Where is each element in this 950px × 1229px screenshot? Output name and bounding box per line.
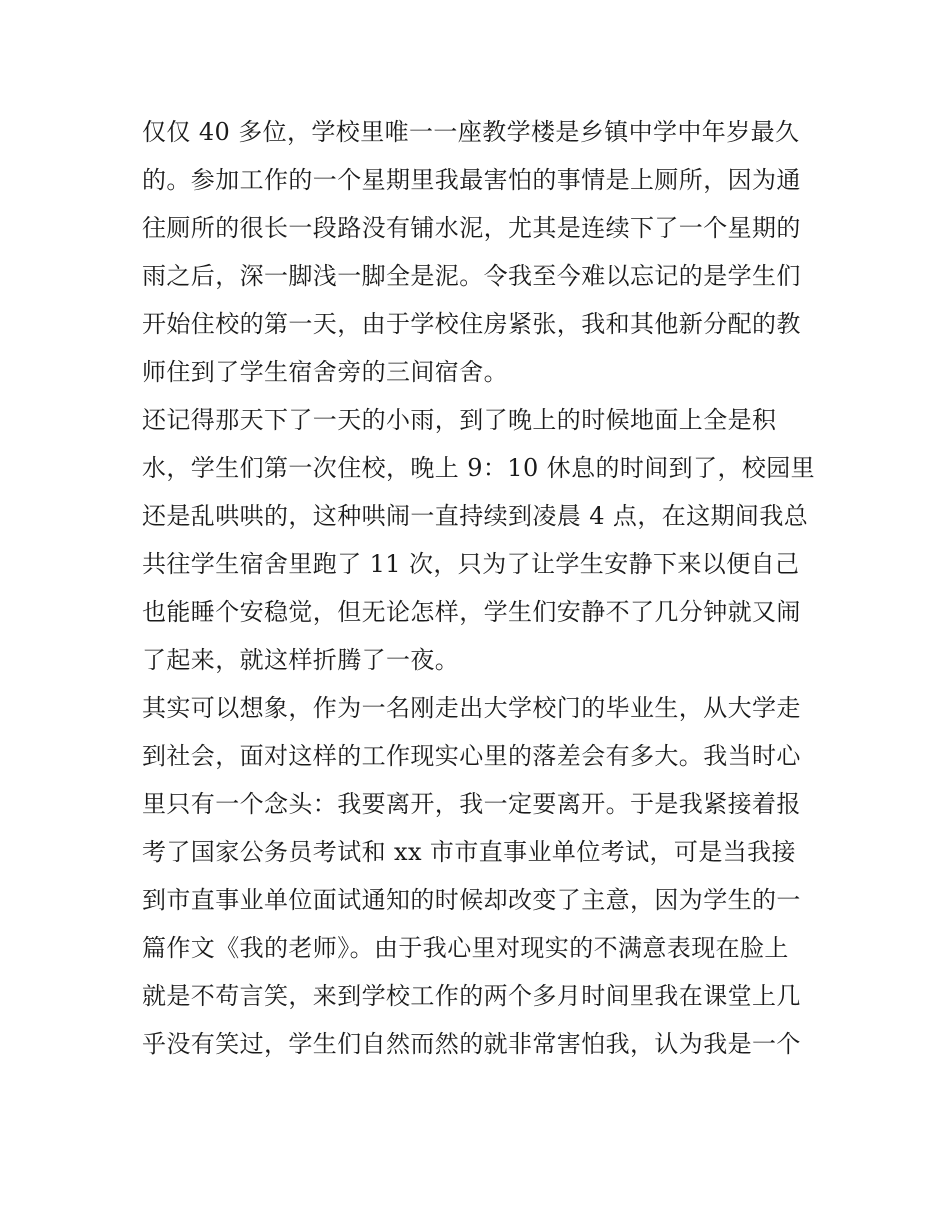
text-line-18: 篇作文《我的老师》。由于我心里对现实的不满意表现在脸上 xyxy=(142,934,789,962)
text-line-3: 往厕所的很长一段路没有铺水泥，尤其是连续下了一个星期的 xyxy=(142,214,801,242)
text-line-1: 仅仅 40 多位，学校里唯一一座教学楼是乡镇中学中年岁最久 xyxy=(142,118,800,146)
text-line-19: 就是不苟言笑，来到学校工作的两个多月时间里我在课堂上几 xyxy=(142,982,801,1010)
text-line-11: 也能睡个安稳觉，但无论怎样，学生们安静不了几分钟就又闹 xyxy=(142,598,801,626)
text-line-6: 师住到了学生宿舍旁的三间宿舍。 xyxy=(142,358,508,386)
text-line-5: 开始住校的第一天，由于学校住房紧张，我和其他新分配的教 xyxy=(142,310,801,338)
text-line-2: 的。参加工作的一个星期里我最害怕的事情是上厕所，因为通 xyxy=(142,166,801,194)
text-line-13: 其实可以想象，作为一名刚走出大学校门的毕业生，从大学走 xyxy=(142,694,801,722)
text-line-14: 到社会，面对这样的工作现实心里的落差会有多大。我当时心 xyxy=(142,742,801,770)
text-line-7: 还记得那天下了一天的小雨，到了晚上的时候地面上全是积 xyxy=(142,406,777,434)
text-line-20: 乎没有笑过，学生们自然而然的就非常害怕我，认为我是一个 xyxy=(142,1030,801,1058)
text-line-8: 水，学生们第一次住校，晚上 9：10 休息的时间到了，校园里 xyxy=(142,454,816,482)
text-line-4: 雨之后，深一脚浅一脚全是泥。令我至今难以忘记的是学生们 xyxy=(142,262,801,290)
text-line-9: 还是乱哄哄的，这种哄闹一直持续到凌晨 4 点，在这期间我总 xyxy=(142,502,809,530)
text-line-17: 到市直事业单位面试通知的时候却改变了主意，因为学生的一 xyxy=(142,886,801,914)
text-line-10: 共往学生宿舍里跑了 11 次，只为了让学生安静下来以便自己 xyxy=(142,550,800,578)
text-line-15: 里只有一个念头：我要离开，我一定要离开。于是我紧接着报 xyxy=(142,790,801,818)
text-line-12: 了起来，就这样折腾了一夜。 xyxy=(142,646,460,674)
body-text xyxy=(142,108,822,1068)
text-line-16: 考了国家公务员考试和 xx 市市直事业单位考试，可是当我接 xyxy=(142,838,796,866)
